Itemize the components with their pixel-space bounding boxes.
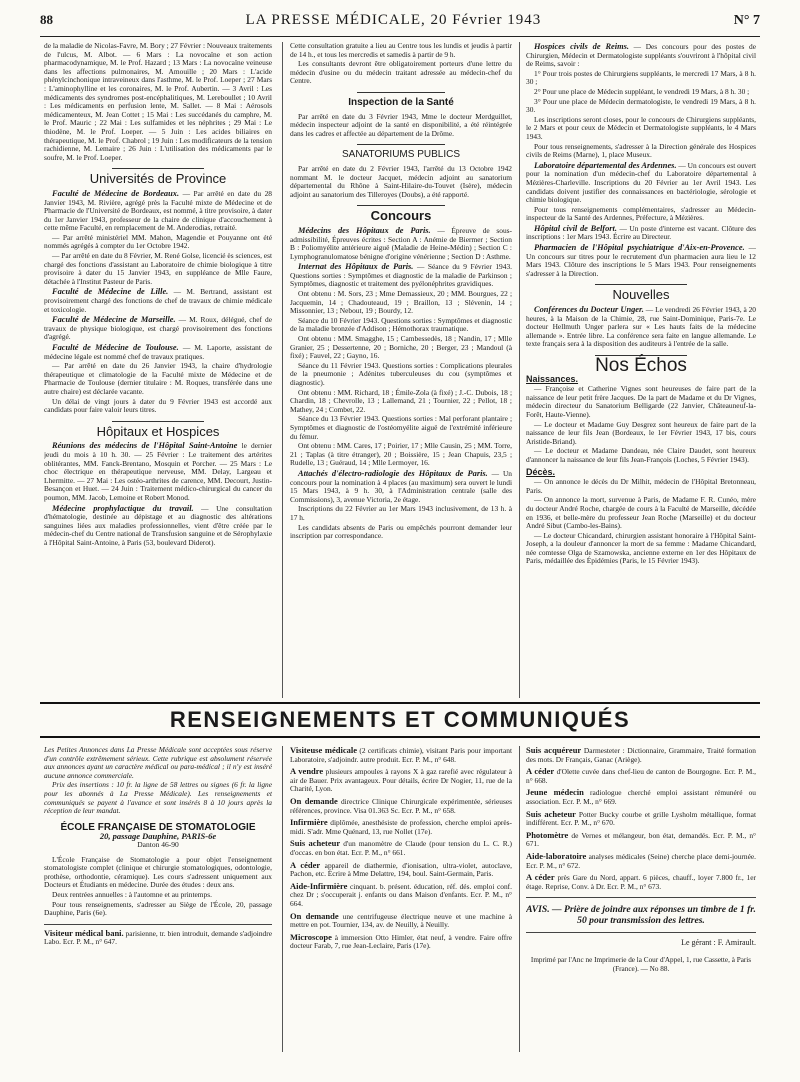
ad-heading: A céder xyxy=(290,859,321,870)
consultation-text: Cette consultation gratuite a lieu au Centre tous les lundis et jeudis à partir de 14 h., et tous les mercredis et samedis à partir de 9 h. xyxy=(290,42,512,59)
reims-text: — Des concours pour des postes de Chirurgien, Médecin et Dermatologiste suppléants s'ouvriront à l'hôpital civil de Reims, savoir : xyxy=(526,42,756,69)
internat-text-5: Séance du 11 Février 1943. Questions sorties : Complications pleurales de la pneumonie ; Adénites tuberculeuses du cou (symptômes et diagnostic). xyxy=(290,360,512,387)
ad-heading: On demande xyxy=(290,795,338,806)
divider xyxy=(44,924,272,925)
medecins-text: — Épreuve de sous-admissibilité, Épreuves écrites : Section A : Anémie de Biermer ; Section B : Poliomyélite antérieure aiguë (Maladie de Heine-Médin) ; Section C : Lymphogranulomatose bénigne d'origine vénérienne ; Section D : Asthme. xyxy=(290,225,512,261)
classified-ad xyxy=(290,839,512,857)
classified-ad xyxy=(526,873,756,891)
bordeaux-text-3: — Par arrêté en date du 8 Février, M. René Golse, licencié ès sciences, est chargé des fonctions d'assistant au Laboratoire de chimie biologique à titre provisoire à dater du 15 Janvier 1943, en suppléance de Mlle Faure, détachée à l'Institut Pasteur de Paris. xyxy=(44,251,272,286)
classified-ad xyxy=(526,767,756,785)
subheading-naissances: Naissances. xyxy=(526,373,579,384)
page-number: 88 xyxy=(40,12,53,27)
subheading-ardennes: Laboratoire départemental des Ardennes. xyxy=(534,160,677,170)
classified-ad xyxy=(290,746,512,764)
ad-heading: On demande xyxy=(290,910,339,921)
divider xyxy=(526,932,756,933)
subheading-aix: Pharmacien de l'Hôpital psychiatrique d'Aix-en-Provence. xyxy=(534,243,745,253)
internat-text-2: Ont obtenu : M. Sors, 23 ; Mme Demassieux, 20 ; MM. Bourgues, 22 ; Jacquemin, 14 ; Chadouteaud, 19 ; Braillon, 13 ; Slévenin, 14 ; Missonnier, 13 ; Nebout, 19 ; Bourdy, 12. xyxy=(290,289,512,316)
section-heading-sanatoriums: SANATORIUMS PUBLICS xyxy=(342,149,460,161)
section-heading-concours: Concours xyxy=(370,208,432,224)
ad-text: Potter Bucky courbe et grille Lysholm métallique, format indifférent. Ecr. P. M., n° 670. xyxy=(526,809,756,828)
classified-ad xyxy=(290,933,512,951)
ad-text: près Gare du Nord, appart. 6 pièces, chauff., loyer 7.800 fr., 1er étage. Reprise, Conv. à Dr. Ecr. P. M., n° 673. xyxy=(526,873,756,891)
page-header xyxy=(40,12,760,34)
ad-heading: Photomètre xyxy=(526,829,569,840)
reims-text-6: Pour tous renseignements, s'adresser à la Direction générale des Hospices civils de Reims (Marne), 1, place Museux. xyxy=(526,141,756,160)
subheading-marseille: Faculté de Médecine de Marseille. xyxy=(52,315,176,325)
divider xyxy=(112,168,203,169)
ad-text: Darmesteter : Dictionnaire, Grammaire, Traité formation des mots. Dr Français, Ganac (Ariège). xyxy=(526,746,756,764)
ad-text: de Vernes et mélangeur, bon état, demandés. Ecr. P. M., n° 671. xyxy=(526,830,756,849)
ad-heading: Aide-Infirmière xyxy=(290,880,348,891)
ad-text: parisienne, tr. bien introduit, demande s'adjoindre Labo. Ecr. P. M., n° 647. xyxy=(44,928,272,947)
ad-text: cinquant. b. présent. éducation, réf. dés. emploi conf. chez Dr ; s'occuperait j. enfants ou dans Maison d'enfants. Ecr. P. M., n° 664. xyxy=(290,881,512,908)
section-heading-hopitaux: Hôpitaux et Hospices xyxy=(96,423,220,439)
bordeaux-text-2: — Par arrêté ministériel MM. Mahon, Magendie et Pouyanne ont été nommés agrégés à compter du 1er Octobre 1942. xyxy=(44,232,272,251)
ad-heading: Visiteur médical bani. xyxy=(44,927,124,938)
internat-text-8: Ont obtenu : MM. Cares, 17 ; Poirier, 17 ; Mlle Causin, 25 ; MM. Torre, 21 ; Taplas (à titre étranger), 20 ; Boissière, 15 ; Jean Chapuis, 23,5 ; Rudelle, 13 ; Guéraud, 14 ; Mlle Lermoyer, 16. xyxy=(290,441,512,468)
annonces-prix: Prix des insertions : 10 fr. la ligne de 58 lettres ou signes (6 fr. la ligne pour les abonnés à La Presse Médicale). Les renseignements et communiqués se payent à l'avance et sont insérés 8 à 10 jours après la réception de leur mandat. xyxy=(44,780,272,816)
school-text-3: Pour tous renseignements, s'adresser au Siège de l'École, 20, passage Dauphine, Paris (6e). xyxy=(44,899,272,918)
ad-heading: Jeune médecin xyxy=(526,787,584,798)
journal-title: LA PRESSE MÉDICALE, 20 Février 1943 xyxy=(245,12,542,28)
lower-column-2 xyxy=(290,746,512,1052)
reims-text-4: 3° Pour une place de Médecin dermatologiste, le vendredi 19 Mars, à 8 h. 30. xyxy=(526,96,756,115)
reunions-text: le dernier jeudi du mois à 10 h. 30. — 25 Février : Le traitement des artérites oblitérantes, MM. Fanck-Brentano, Mosquin et Porcher. — 25 Mars : Le choc électrique en thérapeutique nerveuse, MM. Delay, Largeau et Lhermitte. — 27 Mai : Les ostéo-arthrites de carence, MM. Decourt, Justin-Besançon et Huet. — 24 Juin : Traitement médico-chirurgical du cancer du poumon, MM. Jacob, Lemoine et Robert Monod. xyxy=(44,441,272,502)
ad-heading: Visiteuse médicale xyxy=(290,746,357,755)
ad-heading: Suis acheteur xyxy=(290,838,341,849)
ad-text: d'Olette cuvée dans chef-lieu de canton de Bourgogne. Ecr. P. M., n° 668. xyxy=(526,767,756,785)
classified-ad xyxy=(290,767,512,794)
ad-heading: A vendre xyxy=(290,766,324,777)
column-2 xyxy=(290,42,512,698)
section-banner xyxy=(40,702,760,738)
column-3 xyxy=(526,42,756,698)
classified-ad xyxy=(526,831,756,849)
column-1 xyxy=(44,42,272,698)
header-rule xyxy=(40,36,760,37)
classified-ad xyxy=(290,861,512,879)
ad-text: plusieurs ampoules à rayons X à gaz rarefié avec régulateur à air de Bauer. Prix avantageux. Pour détails, écrire Dr Nogier, 11, rue de la Charité, Lyon. xyxy=(290,767,512,794)
column-separator xyxy=(519,746,520,1052)
attaches-text-2: Inscriptions du 22 Février au 1er Mars 1943 inclusivement, de 13 h. à 17 h. xyxy=(290,504,512,522)
divider xyxy=(526,897,756,898)
avis-notice: AVIS. — Prière de joindre aux réponses un timbre de 1 fr. 50 pour transmission des lettres. xyxy=(526,904,756,927)
prophylactique-text: — Une consultation d'hématologie, destinée au dépistage et au diagnostic des altérations sanguines liées aux maladies professionnelles, vient d'être créée par le médecin-chef du Centre national de Transfusion sanguine et de Sérophylaxie à l'Hôpital Saint-Antoine, à Paris (53, boulevard Diderot). xyxy=(44,503,272,547)
deces-text-2: — On annonce la mort, survenue à Paris, de Madame F. R. Cunéo, mère du docteur André Roche, chargée de cours à la Faculté de Marseille, décédée en 1936, et belle-mère du professeur Jean Roche (Marseille) et du docteur André Sibut (Cambo-les-Bains). xyxy=(526,495,756,531)
school-title: ÉCOLE FRANÇAISE DE STOMATOLOGIE xyxy=(60,821,256,833)
unger-text: — Le vendredi 26 Février 1943, à 20 heures, à la Maison de la Chimie, 28, rue Saint-Dominique, Paris-7e. Le docteur Hellmuth Unger parlera sur « Les hauts faits de la médecine allemande ». Entrée libre. La conférence sera faite en langue allemande. Le texte français sera à la disposition des auditeurs à l'entrée de la salle. xyxy=(526,305,756,349)
intro-text: de la maladie de Nicolas-Favre, M. Bory ; 27 Février : Nouveaux traitements de l'ulcus, M. Albot. — 6 Mars : La novocaïne et son action pharmacodynamique, M. le Prof. Hazard ; 13 Mars : La novocaïne veineuse dans les affections pulmonaires, M. Amouille ; 20 Mars : L'acide phénylcinchonique intraveineux dans l'asthme, M. le Prof. Loeper ; 27 Mars : L'aminophylline et les coronaires, M. le Prof. Aubertin. — 3 Avril : Les médicaments des syndromes post-encéphalitiques, M. Lereboullet ; 10 Avril : Les médicaments en perfusion lente, M. Sallet. — 8 Mai : Aérosols médicamenteux, M. Jean Cottet ; 15 Mai : Les succédanés du camphre, M. le Prof. Mauric ; 22 Mai : Les sulfamides et les néphrites ; 29 Mai : Le thiodène, M. le Prof. Loeper. — 5 Juin : Les acides biliaires en thérapeutique, M. le Prof. Chabrol ; 19 Juin : Les modificateurs de la tension rachidienne, M. Lemaire ; 26 Juin : L'utilisation des médicaments par le soufre, M. le Prof. Loeper. xyxy=(44,42,272,162)
divider xyxy=(357,92,446,93)
school-telephone: Danton 46-90 xyxy=(137,839,179,849)
ad-text: radiologue cherché emploi assistant rémunéré ou association. Ecr. P. M., n° 669. xyxy=(526,788,756,806)
classified-ad xyxy=(290,912,512,930)
bordeaux-text: — Par arrêté en date du 28 Janvier 1943, M. Rivière, agrégé près la Faculté mixte de Médecine et de Pharmacie de l'Université de Bordeaux, est nommé, à titre provisoire, à dater du 1er Janvier 1943, professeur de la chaire de clinique d'accouchement à cette même Faculté, en remplacement de M. Anderodias, retraité. xyxy=(44,188,272,233)
classified-ad xyxy=(526,788,756,806)
internat-text: — Séance du 9 Février 1943. Questions sorties : Symptômes et diagnostic de la maladie de Parkinson ; Symptômes, diagnostic et traitement des pyélonéphrites gravidiques. xyxy=(290,262,512,289)
subheading-reims: Hospices civils de Reims. xyxy=(534,42,629,51)
internat-text-7: Séance du 13 Février 1943. Questions sorties : Mal perforant plantaire ; Symptômes et diagnostic de l'ostéomyélite aiguë de l'extrémité inférieure du fémur. xyxy=(290,414,512,441)
internat-text-4: Ont obtenu : MM. Smagghe, 15 ; Cambessedès, 18 ; Nandin, 17 ; Mlle Granier, 25 ; Dessertenne, 20 ; Borniche, 20 ; Berger, 23 ; Mandoul (à fixé) ; Fauvel, 22 ; Gayno, 16. xyxy=(290,334,512,361)
banner-title: RENSEIGNEMENTS ET COMMUNIQUÉS xyxy=(169,707,631,732)
section-heading-inspection: Inspection de la Santé xyxy=(348,96,454,108)
divider xyxy=(357,205,446,206)
naissances-text: — Françoise et Catherine Vignes sont heureuses de faire part de la naissance de leur petit frère Jacques. De la part de Madame et du Dr Vignes, médecin directeur du Sanatorium Belligarde (22 Janvier, Châteauneuf-la-Forêt, Haute-Vienne). xyxy=(526,384,756,419)
classified-ad xyxy=(290,818,512,836)
school-text: L'École Française de Stomatologie a pour objet l'enseignement stomatologiste complet (clinique et chirurgie stomatologiques, odontologie, prothèse, orthodontie, céramique). Les cours s'adressent uniquement aux Docteurs et Étudiants en médecine. Durée des études : deux ans. xyxy=(44,854,272,890)
classified-ad xyxy=(290,797,512,815)
sanatoriums-text: Par arrêté en date du 2 Février 1943, l'arrêté du 13 Octobre 1942 nommant M. le docteur Jacquet, médecin adjoint au sanatorium départemental du Rhône à Saint-Hilaire-du-Touvet (Isère), médecin adjoint au sanatorium des Tilleroyes (Doubs), a été rapporté. xyxy=(290,163,512,199)
divider xyxy=(112,421,203,422)
divider xyxy=(357,144,446,145)
subheading-toulouse: Faculté de Médecine de Toulouse. xyxy=(52,343,179,352)
attaches-text-3: Les candidats absents de Paris ou empêchés pourront demander leur inscription par correspondance. xyxy=(290,522,512,541)
ad-heading: A céder xyxy=(526,872,555,883)
deces-text: — On annonce le décès du Dr Milhit, médecin de l'Hôpital Bretonneau, Paris. xyxy=(526,477,756,495)
ad-text: à immersion Otto Himler, état neuf, à vendre. Faire offre docteur Farab, 7, rue Jean-Leclaire, Paris (17e). xyxy=(290,932,512,951)
lower-column-3 xyxy=(526,746,756,1052)
naissances-text-3: — Le docteur et Madame Dandeau, née Claire Daudet, sont heureux d'annoncer la naissance de leur fils Jean-François (Loches, 5 Février 1943). xyxy=(526,446,756,464)
classified-ad xyxy=(526,810,756,828)
section-heading-nouvelles: Nouvelles xyxy=(612,287,670,303)
subheading-unger: Conférences du Docteur Unger. xyxy=(534,305,644,315)
subheading-belfort: Hôpital civil de Belfort. xyxy=(534,223,617,233)
ardennes-text: — Un concours est ouvert pour la nomination d'un médecin-chef du Laboratoire départemental à Mézières-Charleville. Inscriptions du 20 Février au 1er Avril 1943. Les candidats doivent justifier des connaissances en bactériologie, sérologie et chimie biologique. xyxy=(526,160,756,205)
ad-text: analyses médicales (Seine) cherche place demi-journée. Ecr. P. M., n° 672. xyxy=(526,851,756,870)
toulouse-text: — M. Laporte, assistant de médecine légale est nommé chef de travaux pratiques. xyxy=(44,343,272,361)
deces-text-3: — Le docteur Chicandard, chirurgien assistant honoraire à l'Hôpital Saint-Joseph, a la douleur d'annoncer la mort de sa femme : Madame Chicandard, née comtesse Olga de Szamowska, ancienne externe en 1er des Hôpitaux de Paris, médaillée des Épidémies (Paris, le 15 Février 1943). xyxy=(526,530,756,566)
consultation-text-2: Les consultants devront être obligatoirement porteurs d'une lettre du médecin d'usine ou du médecin traitant adressée au médecin-chef du Centre. xyxy=(290,59,512,86)
subheading-bordeaux: Faculté de Médecine de Bordeaux. xyxy=(52,188,180,198)
ad-text: diplômée, anesthésiste de profession, cherche emploi après-midi. S'adr. Mme Quénard, 13, rue Nollet (17e). xyxy=(290,818,512,836)
attaches-text: — Un concours pour la nomination à 4 places (au maximum) sera ouvert le lundi 15 Mars 1943, à 9 h. 30, à l'Administration centrale (salle des Commissions), 3, avenue Victoria, 2e étage. xyxy=(290,468,512,504)
ad-text: une centrifugeuse électrique neuve et une machine à mettre en pot. Tournier, 134, av. de Neuilly, à Neuilly. xyxy=(290,911,512,930)
column-separator xyxy=(282,746,283,1052)
issue-number: N° 7 xyxy=(733,13,760,28)
subheading-prophylactique: Médecine prophylactique du travail. xyxy=(52,503,194,513)
internat-text-3: Séance du 10 Février 1943. Questions sorties : Symptômes et diagnostic de la maladie bronzée d'Addison ; Hémothorax traumatique. xyxy=(290,315,512,334)
ad-heading: Infirmière xyxy=(290,817,328,828)
column-separator xyxy=(282,42,283,698)
internat-text-6: Ont obtenu : MM. Richard, 18 ; Émile-Zola (à fixé) ; J.-C. Dubois, 18 ; Chardin, 18 ; Chevrolle, 13 ; Lallemand, 21 ; Tournier, 22 ; Pellot, 18 ; Mathey, 24 ; Combet, 22. xyxy=(290,387,512,414)
column-separator xyxy=(519,42,520,698)
ad-heading: Suis acquéreur xyxy=(526,746,582,755)
classified-ad xyxy=(290,882,512,909)
imprimerie-note: Imprimé par l'Anc ne Imprimerie de la Cour d'Appel, 1, rue Cassette, à Paris (France). — No 88. xyxy=(530,955,752,973)
ad-text: directrice Clinique Chirurgicale expérimentée, sérieuses références, province. Visa 01.363 Sc. Ecr. P. M., n° 658. xyxy=(290,796,512,815)
school-address: 20, passage Dauphine, PARIS-6e xyxy=(99,831,217,842)
subheading-deces: Décès. xyxy=(526,466,556,477)
subheading-internat: Internat des Hôpitaux de Paris. xyxy=(298,262,414,272)
reims-text-2: 1° Pour trois postes de Chirurgiens suppléants, le mercredi 17 Mars, à 8 h. 30 ; xyxy=(526,68,756,87)
gerant-signature: Le gérant : F. Amirault. xyxy=(681,938,756,948)
ad-text: appareil de diathermie, d'ionisation, ultra-violet, autoclave, Pachon, etc. Écrire à Mme Delattre, 194, boul. Saint-Germain, Paris. xyxy=(290,860,512,879)
marseille-text: — M. Roux, délégué, chef de travaux de physique biologique, est chargé provisoirement des fonctions d'agrégé. xyxy=(44,315,272,342)
aix-text: — Un concours sur titres pour le recrutement d'un pharmacien aura lieu le 12 Mars 1943. Clôture des inscriptions le 5 Mars 1943. Pour renseignements s'adresser à la Direction. xyxy=(526,243,756,278)
divider xyxy=(595,284,687,285)
classified-ad xyxy=(526,852,756,870)
section-heading-echos: Nos Échos xyxy=(595,355,687,376)
section-heading-universites: Universités de Province xyxy=(89,171,227,187)
classified-ad xyxy=(526,746,756,764)
belfort-text: — Un poste d'interne est vacant. Clôture des inscriptions : 1er Mars 1943. Écrire au Directeur. xyxy=(526,223,756,242)
annonces-notice: Les Petites Annonces dans La Presse Médicale sont acceptées sous réserve d'un contrôle extrêmement sérieux. Cette rubrique est absolument réservée aux annonces ayant un caractère médical ou para-médical ; il n'y est inséré aucune annonce commerciale. xyxy=(44,746,272,780)
lille-text: — M. Bertrand, assistant est provisoirement chargé des fonctions de chef de travaux de chimie médicale et toxicologie. xyxy=(44,287,272,314)
inspection-text: Par arrêté en date du 3 Février 1943, Mme le docteur Merdguillet, médecin inspecteur adjoint de la santé en disponibilité, a été réintégrée dans les cadres et affectée au département de la Drôme. xyxy=(290,111,512,138)
ardennes-text-2: Pour tous renseignements complémentaires, s'adresser au Médecin-inspecteur de la Santé des Ardennes, Préfecture, à Mézières. xyxy=(526,204,756,223)
subheading-attaches: Attachés d'électro-radiologie des Hôpitaux de Paris. xyxy=(298,468,488,478)
school-text-2: Deux rentrées annuelles : à l'automne et au printemps. xyxy=(52,889,212,899)
toulouse-text-2: — Par arrêté en date du 26 Janvier 1943, la chaire d'hydrologie thérapeutique et climatologie de la Faculté mixte de Médecine et de Pharmacie de Toulouse (dernier titulaire : M. Roques, transférée dans une autre chaire) est déclarée vacante. xyxy=(44,361,272,396)
reims-text-3: 2° Pour une place de Médecin suppléant, le vendredi 19 Mars, à 8 h. 30 ; xyxy=(534,86,750,96)
subheading-medecins: Médecins des Hôpitaux de Paris. xyxy=(298,225,431,235)
lower-column-1 xyxy=(44,746,272,1052)
toulouse-text-3: Un délai de vingt jours à dater du 9 Février 1943 est accordé aux candidats pour faire valoir leurs titres. xyxy=(44,396,272,415)
reims-text-5: Les inscriptions seront closes, pour le concours de Chirurgiens suppléants, le 2 Mars et pour ceux de Médecin et Dermatologiste suppléants, le 4 Mars 1943. xyxy=(526,114,756,141)
ad-heading: A céder xyxy=(526,766,555,777)
ad-text: d'un manomètre de Claude (pour tension du L. C. R.) d'occas. en bon état. Ecr. P. M., n° 661. xyxy=(290,839,512,857)
naissances-text-2: — Le docteur et Madame Guy Desgrez sont heureux de faire part de la naissance de leur fils Jean (Bordeaux, le 1er Février 1943, 17 bis, cours Aristide-Briand). xyxy=(526,419,756,446)
ad-text: (2 certificats chimie), visitant Paris pour important Laboratoire, s'adjoindr. autre produit. Ecr. P. M., n° 648. xyxy=(290,746,512,764)
subheading-lille: Faculté de Médecine de Lille. xyxy=(52,287,169,297)
subheading-reunions: Réunions des médecins de l'Hôpital Saint-Antoine xyxy=(52,441,238,451)
ad-heading: Aide-laboratoire xyxy=(526,850,587,861)
ad-heading: Microscope xyxy=(290,931,332,942)
ad-heading: Suis acheteur xyxy=(526,808,576,819)
